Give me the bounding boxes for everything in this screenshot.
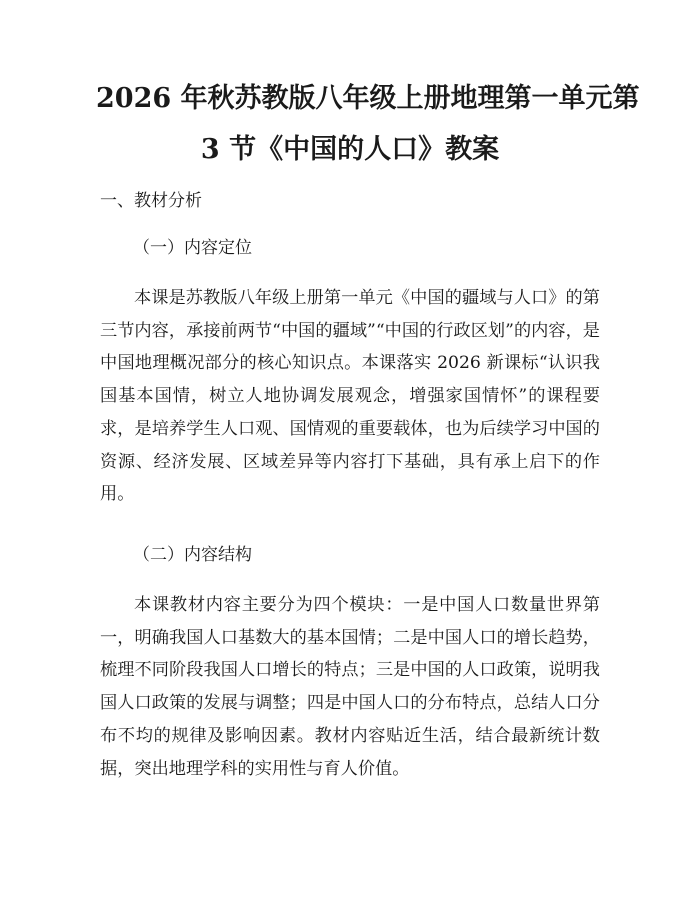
section-heading-textbook-analysis: 一、教材分析 (100, 191, 202, 211)
paragraph-content-positioning: 本课是苏教版八年级上册第一单元《中国的疆域与人口》的第三节内容，承接前两节“中国的疆域”“中国的行政区划”的内容，是中国地理概况部分的核心知识点。本课落实 2026 新课标“认识我国基本国情，树立人地协调发展观念，增强家国情怀”的课程要求，是培养学生人口观、国情观的重要载体，也为后续学习中国的资源、经济发展、区域差异等内容打下基础，具有承上启下的作用。 (100, 288, 600, 505)
document-title-line-1: 2026 年秋苏教版八年级上册地理第一单元第 (96, 83, 640, 114)
document-title-line-2: 3 节《中国的人口》教案 (200, 134, 500, 165)
subsection-heading-content-positioning: （一）内容定位 (133, 238, 252, 258)
subsection-heading-content-structure: （二）内容结构 (133, 545, 252, 565)
paragraph-content-structure: 本课教材内容主要分为四个模块：一是中国人口数量世界第一，明确我国人口基数大的基本国情；二是中国人口的增长趋势，梳理不同阶段我国人口增长的特点；三是中国的人口政策，说明我国人口政策的发展与调整；四是中国人口的分布特点，总结人口分布不均的规律及影响因素。教材内容贴近生活，结合最新统计数据，突出地理学科的实用性与育人价值。 (100, 595, 600, 779)
